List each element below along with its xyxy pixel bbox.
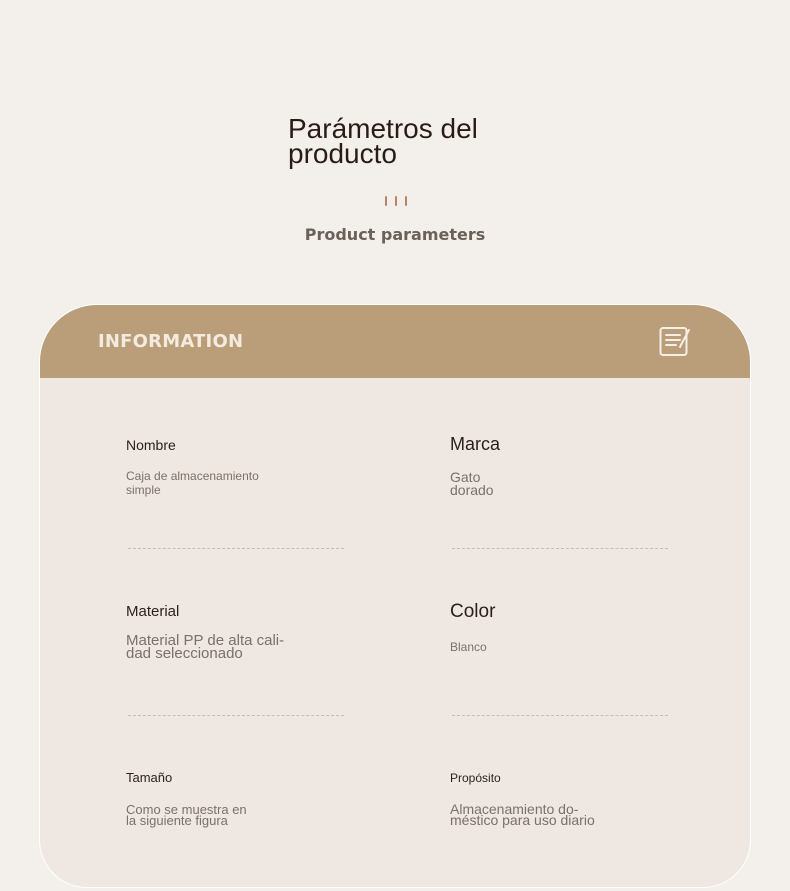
card-header	[40, 305, 750, 378]
field-label-material: Material	[126, 603, 180, 620]
title-decoration	[385, 196, 407, 206]
field-value-marca: Gato dorado	[450, 469, 494, 498]
divider-row-1-right	[452, 548, 668, 549]
field-proposito	[450, 772, 700, 826]
divider-row-2-right	[452, 715, 668, 716]
page-subtitle: Product parameters	[304, 225, 486, 244]
field-label-tamano: Tamaño	[126, 770, 173, 785]
field-color	[450, 602, 700, 654]
field-value-tamano: Como se muestra en la siguiente figura	[126, 802, 247, 828]
field-material	[126, 604, 376, 660]
field-label-color: Color	[450, 601, 496, 622]
page-title: Parámetros del producto	[288, 113, 478, 169]
field-label-nombre: Nombre	[126, 437, 176, 453]
field-label-proposito: Propósito	[450, 771, 501, 785]
document-edit-icon	[658, 325, 692, 359]
field-value-proposito: Almacenamiento do- méstico para uso diario	[450, 801, 595, 828]
field-value-material: Material PP de alta cali- dad seleccionado	[126, 632, 285, 662]
product-info-card	[39, 304, 751, 888]
field-label-marca: Marca	[450, 434, 501, 454]
decorative-tick-1	[385, 196, 387, 206]
field-marca	[450, 435, 700, 497]
card-header-title: INFORMATION	[98, 331, 244, 352]
divider-row-2-left	[128, 715, 344, 716]
field-value-nombre: Caja de almacenamiento simple	[126, 469, 259, 497]
field-nombre	[126, 438, 376, 497]
decorative-tick-2	[395, 196, 397, 206]
divider-row-1-left	[128, 548, 344, 549]
field-tamano	[126, 771, 376, 826]
decorative-tick-3	[405, 196, 407, 206]
field-value-color: Blanco	[450, 640, 487, 654]
